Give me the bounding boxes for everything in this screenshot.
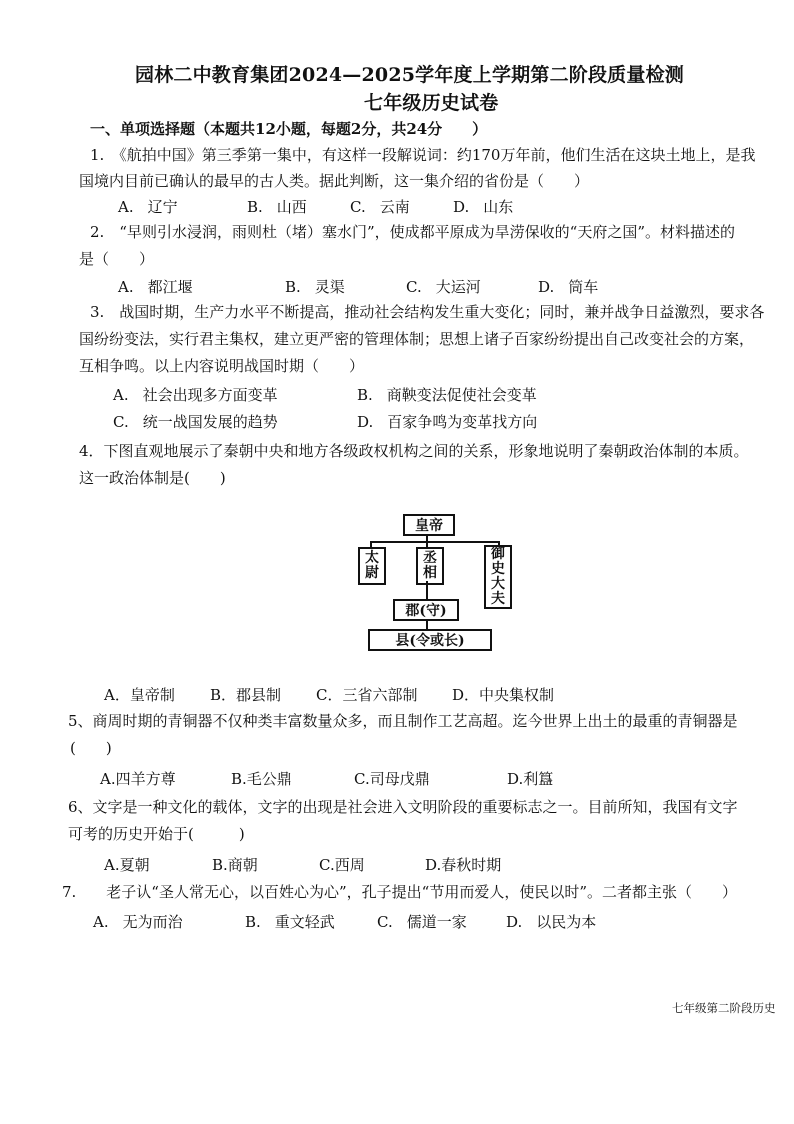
q1-line2: 国境内目前已确认的最早的古人类。据此判断，这一集介绍的省份是（ ） xyxy=(79,172,590,190)
q4-option-b[interactable]: B．郡县制 xyxy=(210,686,282,704)
q6-line1: 6、文字是一种文化的载体，文字的出现是社会进入文明阶段的重要标志之一。目前所知，我国有文字 xyxy=(68,798,738,816)
q7-line1: 7. 老子认“圣人常无心，以百姓心为心”，孔子提出“节用而爱人，使民以时”。二者都主张（ ） xyxy=(62,883,737,901)
q1-option-b[interactable]: B. 山西 xyxy=(247,198,307,216)
q6-option-c[interactable]: C.西周 xyxy=(319,856,365,874)
diagram-char: 相 xyxy=(423,565,437,581)
diagram-char: 大 xyxy=(491,576,505,592)
q3-line3: 互相争鸣。以上内容说明战国时期（ ） xyxy=(79,357,365,375)
q5-line1: 5、商周时期的青铜器不仅种类丰富数量众多，而且制作工艺高超。迄今世界上出土的最重的青铜器是 xyxy=(68,712,738,730)
q3-line1: 3. 战国时期，生产力水平不断提高，推动社会结构发生重大变化；同时，兼并战争日益激烈，要求各 xyxy=(90,303,765,321)
exam-title: 园林二中教育集团2024—2025学年度上学期第二阶段质量检测 xyxy=(135,64,684,86)
q3-option-c[interactable]: C. 统一战国发展的趋势 xyxy=(113,413,278,431)
q7-option-b[interactable]: B. 重文轻武 xyxy=(245,913,335,931)
q5-option-c[interactable]: C.司母戊鼎 xyxy=(354,770,430,788)
diagram-taiwei-box xyxy=(358,547,386,585)
q1-line1: 1. 《航拍中国》第三季第一集中，有这样一段解说词：约170万年前，他们生活在这块土地上，是我 xyxy=(90,146,756,164)
diagram-chengxiang-box xyxy=(416,547,444,585)
page-footer: 七年级第二阶段历史 xyxy=(672,1001,776,1015)
q4-options xyxy=(0,684,794,706)
q4-line2: 这一政治体制是( ) xyxy=(79,469,226,487)
q1-option-c[interactable]: C. 云南 xyxy=(350,198,410,216)
q4-option-d[interactable]: D．中央集权制 xyxy=(452,686,555,704)
diagram-commandery-box: 郡(守) xyxy=(393,599,459,621)
q7-options xyxy=(0,911,794,933)
q3-option-d[interactable]: D. 百家争鸣为变革找方向 xyxy=(357,413,538,431)
diagram-connector xyxy=(370,541,500,543)
q2-line2: 是（ ） xyxy=(79,250,155,268)
q6-options xyxy=(0,854,794,876)
q2-options xyxy=(0,276,794,298)
diagram-char: 史 xyxy=(491,561,505,577)
q2-line1: 2. “早则引水浸润，雨则杜（堵）塞水门”，使成都平原成为旱涝保收的“天府之国”。材料描述的 xyxy=(90,223,735,241)
q4-option-a[interactable]: A．皇帝制 xyxy=(104,686,175,704)
q5-option-d[interactable]: D.利簋 xyxy=(507,770,554,788)
q3-options-row2 xyxy=(0,411,794,433)
qin-government-diagram xyxy=(340,510,510,655)
q6-option-d[interactable]: D.春秋时期 xyxy=(425,856,502,874)
diagram-county-box: 县(令或长) xyxy=(368,629,492,651)
q6-line2: 可考的历史开始于( ) xyxy=(68,825,245,843)
diagram-emperor-box: 皇帝 xyxy=(403,514,455,536)
q7-option-c[interactable]: C. 儒道一家 xyxy=(377,913,467,931)
q3-options-row1 xyxy=(0,384,794,406)
q5-line2: ( ) xyxy=(70,739,112,757)
diagram-yushidafu-box xyxy=(484,545,512,609)
q7-option-a[interactable]: A. 无为而治 xyxy=(93,913,183,931)
q3-option-a[interactable]: A. 社会出现多方面变革 xyxy=(113,386,278,404)
exam-subtitle: 七年级历史试卷 xyxy=(364,92,499,114)
q5-options xyxy=(0,768,794,790)
q6-option-b[interactable]: B.商朝 xyxy=(212,856,258,874)
q4-option-c[interactable]: C．三省六部制 xyxy=(316,686,418,704)
q5-option-b[interactable]: B.毛公鼎 xyxy=(231,770,292,788)
diagram-char: 御 xyxy=(491,546,505,562)
q1-option-d[interactable]: D. 山东 xyxy=(453,198,514,216)
section-heading: 一、单项选择题（本题共12小题，每题2分，共24分 ） xyxy=(90,120,488,138)
q2-option-c[interactable]: C. 大运河 xyxy=(406,278,481,296)
diagram-char: 夫 xyxy=(491,591,505,607)
q2-option-d[interactable]: D. 筒车 xyxy=(538,278,599,296)
q5-option-a[interactable]: A.四羊方尊 xyxy=(100,770,176,788)
q6-option-a[interactable]: A.夏朝 xyxy=(104,856,150,874)
diagram-char: 尉 xyxy=(365,565,379,581)
diagram-char: 丞 xyxy=(423,550,437,566)
q3-option-b[interactable]: B. 商鞅变法促使社会变革 xyxy=(357,386,537,404)
q1-options xyxy=(0,196,794,218)
diagram-char: 太 xyxy=(365,550,379,566)
q4-line1: 4．下图直观地展示了秦朝中央和地方各级政权机构之间的关系，形象地说明了秦朝政治体制的本质。 xyxy=(79,442,749,460)
q3-line2: 国纷纷变法，实行君主集权，建立更严密的管理体制；思想上诸子百家纷纷提出自己改变社会的方案， xyxy=(79,330,755,348)
diagram-connector xyxy=(426,581,428,599)
q2-option-b[interactable]: B. 灵渠 xyxy=(285,278,345,296)
q2-option-a[interactable]: A. 都江堰 xyxy=(118,278,193,296)
diagram-connector xyxy=(426,619,428,629)
q1-option-a[interactable]: A. 辽宁 xyxy=(118,198,178,216)
q7-option-d[interactable]: D. 以民为本 xyxy=(506,913,597,931)
